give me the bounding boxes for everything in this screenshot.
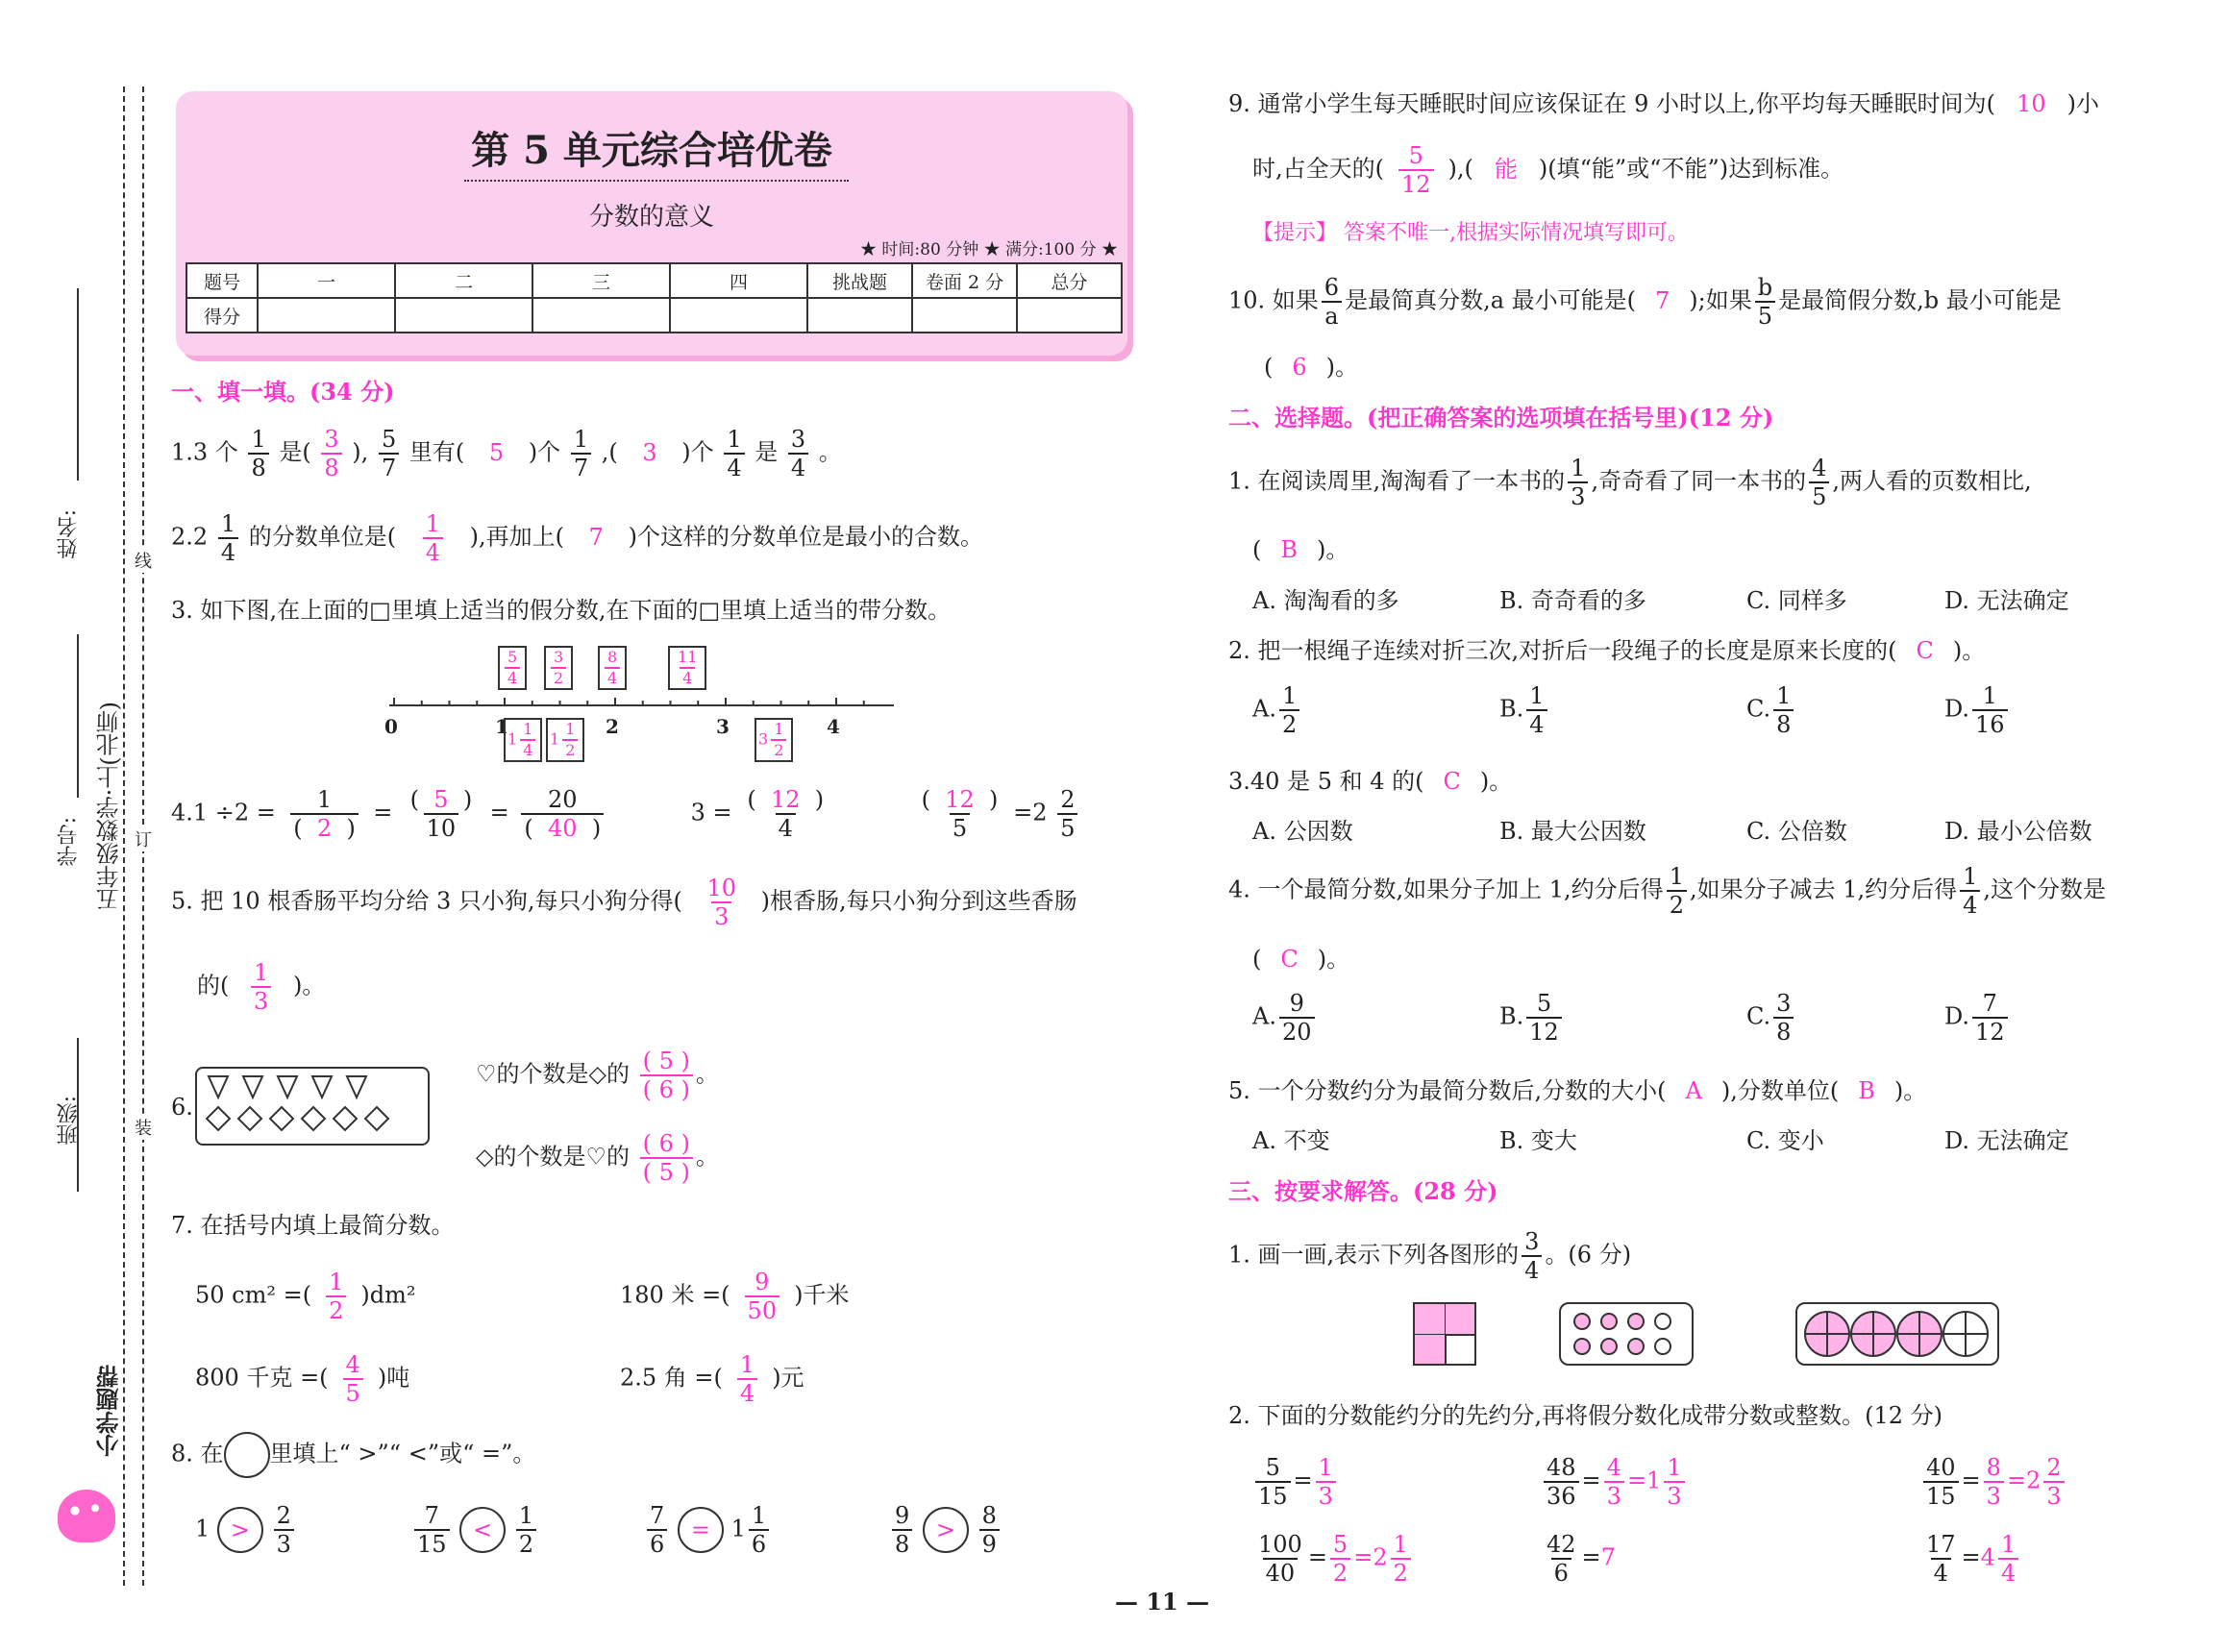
title-underline — [464, 180, 849, 182]
fraction: $\frac{b}{5}$ — [1755, 276, 1775, 328]
option[interactable]: A. $\frac{9}{20}$ — [1252, 992, 1318, 1044]
answer-fraction[interactable]: $\frac{9}{50}$ — [745, 1270, 780, 1322]
fraction: $\frac{1}{4}$ — [724, 428, 744, 480]
q1-8-item — [411, 1504, 539, 1556]
bottom-box[interactable]: 1 $\frac{1}{2}$ — [546, 718, 584, 762]
text: =2 — [1013, 799, 1048, 826]
score-cell[interactable] — [670, 298, 807, 333]
class-label: 班级: — [57, 1096, 81, 1146]
text: 4.1 ÷2 = — [171, 799, 276, 826]
fraction: $\frac{7}{15}$ — [414, 1504, 450, 1556]
answer-fraction[interactable]: $\frac{1}{4}$ — [423, 512, 443, 564]
fraction: $\frac{( 12 )}{4}$ — [747, 786, 825, 842]
fraction: $\frac{8}{9}$ — [979, 1504, 1000, 1556]
cut-mark-xian: 线 — [135, 548, 152, 573]
shape-box — [195, 1067, 430, 1146]
s2-q1-cont: ( B )。 — [1252, 536, 1349, 563]
score-cell[interactable] — [912, 298, 1017, 333]
fraction: $\frac{6}{a}$ — [1322, 276, 1342, 328]
fraction: $\frac{9}{8}$ — [892, 1504, 912, 1556]
circles-svg — [1561, 1304, 1692, 1364]
q1-8-item: 1 > $\frac{2}{3}$ — [195, 1504, 297, 1556]
compare-answer[interactable]: < — [459, 1507, 506, 1553]
fraction: $\frac{( 12 )}{5}$ — [921, 786, 999, 842]
fraction: $\frac{7}{6}$ — [647, 1504, 667, 1556]
answer[interactable]: A — [1685, 1077, 1702, 1104]
option[interactable]: D. 最小公倍数 — [1944, 818, 2092, 845]
tick-1: 1 — [495, 715, 508, 738]
answer[interactable]: 5 — [488, 438, 505, 466]
score-col: 总分 — [1017, 263, 1122, 298]
s2-q4-cont: ( C )。 — [1252, 946, 1350, 973]
option[interactable]: A. 淘淘看的多 — [1252, 587, 1399, 614]
fraction: $\frac{1}{4}$ — [218, 512, 238, 564]
reduce-item: $\frac{5}{15}$ = $\frac{1}{3}$ — [1252, 1456, 1339, 1508]
q9: 9. 通常小学生每天睡眠时间应该保证在 9 小时以上,你平均每天睡眠时间为( 10 )小 — [1228, 90, 2099, 117]
score-col: 三 — [532, 263, 670, 298]
s2-q4: 4. 一个最简分数,如果分子加上 1,约分后得 $\frac{1}{2}$ ,如果分子减去 1,约分后得 $\frac{1}{4}$ ,这个分数是 — [1228, 863, 2107, 919]
answer-fraction[interactable]: $\frac{1}{4}$ — [737, 1353, 757, 1405]
q10: 10. 如果 $\frac{6}{a}$ 是最简真分数,a 最小可能是( 7 );如果 $\frac{b}{5}$ 是最简假分数,b 最小可能是 — [1228, 274, 2062, 330]
answer[interactable]: 7 — [1600, 1543, 1616, 1571]
s2-q2: 2. 把一根绳子连续对折三次,对折后一段绳子的长度是原来长度的( C )。 — [1228, 637, 1986, 664]
top-box[interactable]: $\frac{8}{4}$ — [598, 646, 627, 690]
score-table — [186, 262, 1123, 333]
class-line — [77, 1038, 81, 1192]
answer[interactable]: 7 — [588, 523, 604, 551]
score-cell[interactable] — [395, 298, 532, 333]
reduce-item: $\frac{42}{6}$ =7 — [1547, 1531, 1616, 1587]
compare-circle — [224, 1432, 270, 1478]
text: 5. 把 10 根香肠平均分给 3 只小狗,每只小狗分得( — [171, 887, 682, 915]
shapes-svg — [197, 1069, 428, 1144]
fraction: $\frac{5}{7}$ — [379, 428, 399, 480]
option[interactable]: B. 最大公因数 — [1499, 818, 1646, 845]
section1-title: 一、填一填。(34 分) — [171, 378, 395, 406]
answer[interactable]: 7 — [1655, 286, 1670, 314]
compare-answer[interactable]: > — [923, 1507, 969, 1553]
text: 是 — [755, 438, 779, 466]
option[interactable]: C. 公倍数 — [1746, 818, 1847, 845]
reduce-item: $\frac{48}{36}$ = $\frac{4}{3}$ =1 $\frac{1}{3}$ — [1541, 1456, 1688, 1508]
answer[interactable]: 能 — [1494, 155, 1518, 183]
fraction: $\frac{3}{4}$ — [1522, 1230, 1542, 1282]
fraction: $\frac{2}{5}$ — [1057, 788, 1077, 840]
q1-1 — [171, 428, 842, 480]
q1-4: 4.1 ÷2 = $\frac{1}{( 2 )}$ = $\frac{( 5 )}{10}$ = $\frac{20}{( 40 )}$ 3 = $\frac{( 12 )}{4}$ $\frac{( 12 )}{5}$ =2 $\frac{2}{5}$ — [171, 788, 1080, 840]
reduce-item: $\frac{40}{15}$ = $\frac{8}{3}$ =2 $\frac{2}{3}$ — [1920, 1456, 2067, 1508]
s3-q1: 1. 画一画,表示下列各图形的 $\frac{3}{4}$ 。(6 分) — [1228, 1228, 1632, 1284]
q1-6-line1: ♡的个数是◇的 $\frac{( 5 )}{( 6 )}$ 。 — [476, 1048, 719, 1103]
exam-meta: ★ 时间:80 分钟 ★ 满分:100 分 ★ — [860, 240, 1118, 259]
heart-icon: ♡ — [585, 1143, 606, 1171]
s3-q2: 2. 下面的分数能约分的先约分,再将假分数化成带分数或整数。(12 分) — [1228, 1402, 1943, 1429]
text: 1.3 个 — [171, 438, 238, 466]
q1-8: 8. 在 里填上“ >”“ <”或“ =”。 — [171, 1432, 535, 1478]
text: 里有( — [408, 438, 465, 466]
option[interactable]: B. 变大 — [1499, 1127, 1577, 1154]
tick-3: 3 — [716, 715, 730, 738]
name-label: 姓名: — [57, 509, 81, 559]
fraction: $\frac{1}{( 2 )}$ — [286, 788, 363, 840]
text: 3 = — [690, 799, 732, 826]
tick-4: 4 — [827, 715, 840, 738]
answer-fraction[interactable]: $\frac{1}{3}$ — [251, 961, 271, 1013]
fraction: $\frac{3}{4}$ — [788, 428, 808, 480]
section3-title: 三、按要求解答。(28 分) — [1228, 1177, 1498, 1205]
text: ,( — [601, 438, 618, 466]
fraction: $\frac{1}{6}$ — [749, 1504, 769, 1556]
answer-fraction[interactable]: $\frac{10}{3}$ — [706, 875, 737, 930]
score-col: 题号 — [186, 263, 258, 298]
score-cell[interactable] — [807, 298, 912, 333]
page-title: 第 5 单元综合培优卷 — [471, 128, 832, 173]
text: )个 — [681, 438, 714, 466]
answer-fraction[interactable]: $\frac{4}{3}$ — [1604, 1456, 1624, 1508]
brand-text: 小学题帮 — [95, 1365, 123, 1457]
option[interactable]: C. $\frac{1}{8}$ — [1746, 684, 1796, 736]
page-number: — 11 — — [1115, 1588, 1210, 1615]
fraction: $\frac{( 5 )}{10}$ — [409, 786, 473, 842]
fraction: $\frac{1}{4}$ — [1960, 865, 1980, 917]
q1-7-r1b: 180 米 =( $\frac{9}{50}$ )千米 — [620, 1269, 850, 1324]
top-box[interactable]: $\frac{11}{4}$ — [668, 646, 706, 690]
answer-fraction[interactable]: $\frac{1}{3}$ — [1316, 1456, 1336, 1508]
answer[interactable]: C — [1443, 768, 1461, 795]
answer-fraction[interactable]: $\frac{( 5 )}{( 6 )}$ — [640, 1049, 693, 1101]
id-line — [77, 634, 81, 798]
square-figure[interactable] — [1413, 1302, 1476, 1366]
option[interactable]: B. $\frac{5}{12}$ — [1499, 992, 1565, 1044]
fraction: $\frac{2}{3}$ — [274, 1504, 294, 1556]
option[interactable]: A. 不变 — [1252, 1127, 1330, 1154]
score-row-label: 得分 — [186, 298, 258, 333]
text: ),再加上( — [469, 523, 565, 551]
text: ), — [352, 438, 369, 466]
fraction: $\frac{1}{2}$ — [516, 1504, 536, 1556]
q1-6-num: 6. — [171, 1094, 193, 1121]
fraction: $\frac{20}{( 40 )}$ — [519, 788, 606, 840]
text: )。 — [292, 972, 326, 999]
diamond-icon: ◇ — [476, 1143, 494, 1171]
bottom-box[interactable]: 1 $\frac{1}{4}$ — [504, 718, 542, 762]
fraction: $\frac{4}{5}$ — [1809, 456, 1829, 508]
tick-0: 0 — [384, 715, 398, 738]
option[interactable]: D. $\frac{7}{12}$ — [1944, 992, 2011, 1044]
page-subtitle: 分数的意义 — [588, 203, 714, 232]
bottom-box[interactable]: 3 $\frac{1}{2}$ — [755, 718, 793, 762]
answer[interactable]: C — [1916, 637, 1934, 664]
pies-svg — [1797, 1304, 1997, 1364]
reduce-item: $\frac{100}{40}$ = $\frac{5}{2}$ =2 $\frac{1}{2}$ — [1252, 1533, 1414, 1585]
answer[interactable]: B — [1280, 536, 1299, 563]
reduce-item: $\frac{17}{4}$ =4 $\frac{1}{4}$ — [1920, 1533, 2021, 1585]
text: 的( — [197, 972, 230, 999]
answer-fraction[interactable]: $\frac{8}{3}$ — [1984, 1456, 2004, 1508]
answer-fraction[interactable]: $\frac{3}{8}$ — [321, 428, 341, 480]
score-col: 挑战题 — [807, 263, 912, 298]
number-line-svg — [384, 646, 903, 761]
text: 2.2 — [171, 523, 209, 551]
q1-7-r2a: 800 千克 =( $\frac{4}{5}$ )吨 — [195, 1351, 410, 1407]
q1-5-cont — [197, 961, 325, 1013]
answer-fraction[interactable]: $\frac{1}{2}$ — [326, 1270, 346, 1322]
answer-fraction[interactable]: $\frac{4}{5}$ — [343, 1353, 363, 1405]
s2-q3: 3.40 是 5 和 4 的( C )。 — [1228, 768, 1513, 795]
cut-mark-zhuang: 装 — [135, 1115, 152, 1140]
score-col: 一 — [258, 263, 395, 298]
option[interactable]: C. $\frac{3}{8}$ — [1746, 992, 1796, 1044]
answer[interactable]: 10 — [2017, 90, 2046, 117]
text: 的分数单位是( — [248, 523, 397, 551]
q1-2 — [171, 512, 983, 564]
header-panel — [176, 91, 1127, 356]
top-box[interactable]: $\frac{5}{4}$ — [498, 646, 527, 690]
s2-q1: 1. 在阅读周里,淘淘看了一本书的 $\frac{1}{3}$ ,奇奇看了同一本书的 $\frac{4}{5}$ ,两人看的页数相比, — [1228, 455, 2032, 510]
circles-figure[interactable] — [1559, 1302, 1694, 1366]
q1-5 — [171, 876, 1077, 928]
name-line — [77, 288, 81, 481]
option[interactable]: C. 变小 — [1746, 1127, 1824, 1154]
fraction: $\frac{1}{7}$ — [571, 428, 591, 480]
answer-fraction[interactable]: $\frac{( 6 )}{( 5 )}$ — [640, 1132, 693, 1184]
q9-cont: 时,占全天的( $\frac{5}{12}$ ),( 能 )(填“能”或“不能”)达到标准。 — [1252, 142, 1844, 198]
answer-fraction[interactable]: $\frac{5}{12}$ — [1398, 144, 1434, 196]
text: 。 — [818, 438, 842, 466]
answer-fraction[interactable]: $\frac{5}{2}$ — [1330, 1533, 1350, 1585]
q10-cont: ( 6 )。 — [1264, 354, 1359, 381]
book-title: 五年级数学·上(北师) — [96, 702, 123, 912]
id-label: 学号: — [57, 817, 81, 867]
text: )个这样的分数单位是最小的合数。 — [628, 523, 983, 551]
answer[interactable]: 4 — [1980, 1543, 1995, 1571]
section2-title: 二、选择题。(把正确答案的选项填在括号里)(12 分) — [1228, 404, 1774, 431]
number-line — [384, 646, 903, 761]
option[interactable]: B. $\frac{1}{4}$ — [1499, 684, 1550, 736]
pies-figure[interactable] — [1795, 1302, 1999, 1366]
compare-answer[interactable]: = — [678, 1507, 724, 1553]
option[interactable]: B. 奇奇看的多 — [1499, 587, 1646, 614]
score-col: 四 — [670, 263, 807, 298]
q1-3: 3. 如下图,在上面的□里填上适当的假分数,在下面的□里填上适当的带分数。 — [171, 597, 952, 624]
option[interactable]: D. $\frac{1}{16}$ — [1944, 684, 2011, 736]
compare-answer[interactable]: > — [217, 1507, 263, 1553]
q1-6-line2: ◇的个数是♡的 $\frac{( 6 )}{( 5 )}$ 。 — [476, 1130, 719, 1186]
brand-logo — [58, 1490, 115, 1542]
score-col: 卷面 2 分 — [912, 263, 1017, 298]
score-cell[interactable] — [258, 298, 395, 333]
option[interactable]: A. 公因数 — [1252, 818, 1353, 845]
option[interactable]: A. $\frac{1}{2}$ — [1252, 684, 1302, 736]
answer[interactable]: C — [1280, 946, 1299, 973]
q1-8-item — [889, 1504, 1002, 1556]
answer[interactable]: 6 — [1292, 354, 1307, 381]
text: )根香肠,每只小狗分到这些香肠 — [760, 887, 1077, 915]
option[interactable]: D. 无法确定 — [1944, 1127, 2069, 1154]
text: )个 — [528, 438, 561, 466]
heart-icon: ♡ — [476, 1060, 497, 1088]
tick-2: 2 — [606, 715, 619, 738]
cut-mark-ding: 订 — [135, 826, 152, 851]
top-box[interactable]: $\frac{3}{2}$ — [544, 646, 573, 690]
diamond-icon: ◇ — [588, 1060, 606, 1088]
q1-8-item: $\frac{7}{6}$ = 1 $\frac{1}{6}$ — [644, 1504, 772, 1556]
q1-7-r2b: 2.5 角 =( $\frac{1}{4}$ )元 — [620, 1351, 804, 1407]
score-col: 二 — [395, 263, 532, 298]
answer[interactable]: B — [1858, 1077, 1875, 1104]
answer[interactable]: 3 — [642, 438, 657, 466]
text: 是( — [279, 438, 311, 466]
fraction: $\frac{1}{3}$ — [1568, 456, 1588, 508]
fraction: $\frac{1}{2}$ — [1667, 865, 1687, 917]
score-cell[interactable] — [1017, 298, 1122, 333]
q9-hint: 【提示】 答案不唯一,根据实际情况填写即可。 — [1252, 221, 1689, 245]
score-cell[interactable] — [532, 298, 670, 333]
q1-7-r1a: 50 cm² =( $\frac{1}{2}$ )dm² — [195, 1269, 416, 1324]
fraction: $\frac{1}{8}$ — [248, 428, 268, 480]
q1-7: 7. 在括号内填上最简分数。 — [171, 1212, 455, 1239]
option[interactable]: D. 无法确定 — [1944, 587, 2069, 614]
option[interactable]: C. 同样多 — [1746, 587, 1847, 614]
s2-q5: 5. 一个分数约分为最简分数后,分数的大小( A ),分数单位( B )。 — [1228, 1077, 1927, 1104]
